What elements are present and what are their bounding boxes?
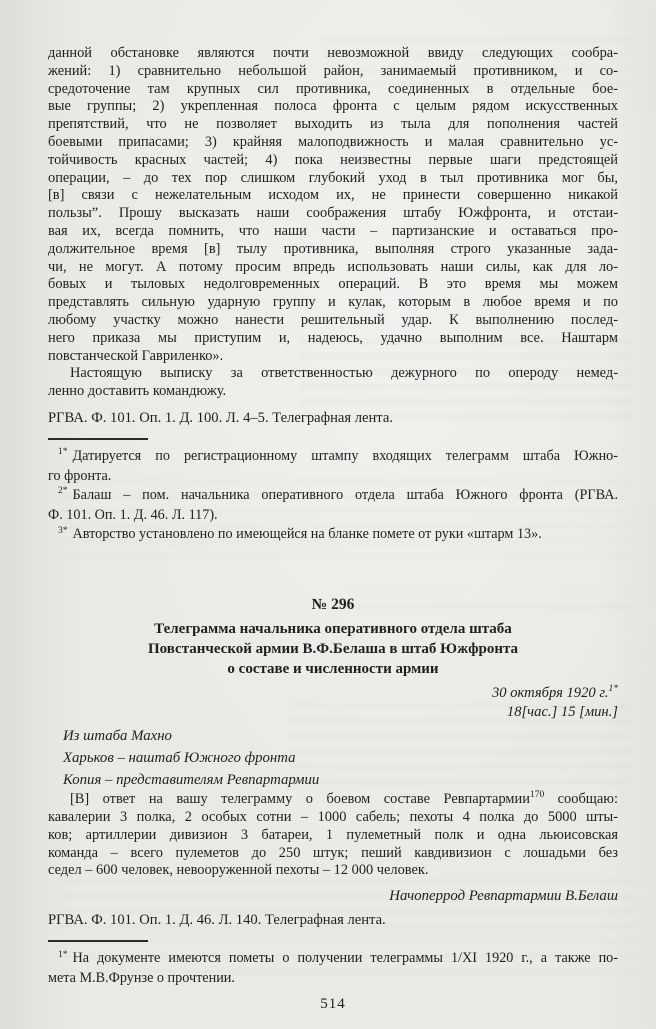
address-line: Харьков – наштаб Южного фронта	[63, 749, 296, 766]
footnote-marker: 3*	[58, 525, 68, 536]
text-line: пользы”. Прошу высказать наши соображения штабу Южфронта, и отстаи-	[48, 205, 618, 222]
footnote	[48, 447, 618, 486]
footnotes-block	[48, 447, 618, 545]
delivery-note-paragraph	[48, 365, 618, 401]
footnote-line: мета М.В.Фрунзе о прочтении.	[48, 969, 235, 986]
text-line: [в] связи с нежелательным исходом их, не принести совершенно никакой	[48, 187, 618, 204]
document-title	[48, 619, 618, 679]
continued-document-paragraph	[48, 45, 618, 365]
text-column	[48, 45, 618, 1013]
address-line: Из штаба Махно	[63, 727, 172, 744]
footnote-line	[48, 486, 618, 506]
footnote-line	[48, 447, 618, 467]
text-line: него приказа мы приступим и, надеюсь, удачно выполним все. Наштарм	[48, 329, 618, 346]
text-line: боевыми припасами; 3) крайняя малоподвижность и малая сравнительно ус-	[48, 133, 618, 150]
text-line: вая их, всегда помнить, что наши части – партизанские и оставаться про-	[48, 222, 618, 239]
text-line: представлять сильную ударную группу и кулак, которым в любое время и по	[48, 294, 618, 311]
archival-reference: РГВА. Ф. 101. Оп. 1. Д. 46. Л. 140. Телеграфная лента.	[48, 912, 386, 929]
footnote-text: Балаш – пом. начальника оперативного отдела штаба Южного фронта (РГВА.	[72, 487, 618, 504]
footnote-line	[48, 949, 618, 969]
footnote	[48, 486, 618, 525]
dateline	[48, 684, 618, 723]
text-line: повстанческой Гавриленко».	[48, 347, 224, 364]
footnote-marker: 1*	[58, 949, 68, 960]
text-line: ленно доставить командюжу.	[48, 383, 227, 400]
text-line: команда – всего пулеметов до 250 штук; пеший кавдивизион с лошадьми без	[48, 844, 618, 861]
title-line: о составе и численности армии	[227, 660, 439, 677]
footnote-separator	[48, 438, 148, 440]
text-line: Настоящую выписку за ответственностью дежурного по опероду немед-	[70, 365, 618, 382]
text-line: препятствий, что не позволяет выходить из тыла для пополнения частей	[48, 116, 618, 133]
text-line: средоточение там крупных сил противника, соединенных в отдельные бое-	[48, 80, 618, 97]
footnote-marker: 2*	[58, 486, 68, 497]
document-time: 18[час.] 15 [мин.]	[506, 704, 618, 721]
telegram-body-paragraph	[48, 791, 618, 880]
endnote-marker: 170	[529, 790, 545, 801]
text-line: любому участку можно нанести решительный удар. К выполнению послед-	[48, 311, 618, 328]
text-line: чи, не могут. А потому просим впредь использовать наши силы, как для ло-	[48, 258, 618, 275]
footnote-text: Датируется по регистрационному штампу входящих телеграмм штаба Южно-	[72, 447, 618, 464]
text-line: [В] ответ на вашу телеграмму о боевом составе Ревпартармии$^{170}$ сообщаю:	[70, 790, 618, 808]
document-number: № 296	[311, 595, 355, 613]
footnote	[48, 949, 618, 988]
title-line: Телеграмма начальника оперативного отдела штаба	[154, 620, 512, 637]
text-line: тойчивость красных частей; 4) пока неизвестны первые шаги предстоящей	[48, 151, 618, 168]
text-line: операции, – до тех пор слишком глубокий уход в тыл противника мог бы,	[48, 169, 618, 186]
title-line: Повстанческой армии В.Ф.Белаша в штаб Южфронта	[147, 640, 519, 657]
signature-line: Начоперрод Ревпартармии В.Белаш	[389, 888, 618, 905]
footnote-text: На документе имеются пометы о получении телеграммы 1/XI 1920 г., а также по-	[72, 950, 618, 967]
footnote-line: го фронта.	[48, 467, 112, 484]
text-line: седел – 600 человек, невооруженной пехоты – 12 000 человек.	[48, 862, 429, 879]
document-296	[48, 595, 618, 989]
footnote-separator	[48, 940, 148, 942]
address-line: Копия – представителям Ревпартармии	[63, 771, 320, 788]
footnotes-block	[48, 949, 618, 988]
telegram-address-block	[63, 726, 618, 791]
text-line: бовых и тыловых недолговременных операций. В это время мы можем	[48, 276, 618, 293]
text-line: ков; артиллерии дивизион 3 батареи, 1 пулеметный полк и одна льюисовская	[48, 826, 618, 843]
text-line: вые группы; 2) укрепленная полоса фронта с целым рядом искусственных	[48, 98, 618, 115]
archival-reference: РГВА. Ф. 101. Оп. 1. Д. 100. Л. 4–5. Телеграфная лента.	[48, 409, 393, 426]
footnote-marker: 1*	[608, 684, 618, 695]
text-line: должительное время [в] тылу противника, выполняя строго указанные зада-	[48, 240, 618, 257]
footnote-text: Авторство установлено по имеющейся на бланке помете от руки «штарм 13».	[72, 526, 542, 543]
text-line: данной обстановке являются почти невозможной ввиду следующих сообра-	[48, 45, 618, 61]
footnote-line: Ф. 101. Оп. 1. Д. 46. Л. 117).	[48, 506, 218, 523]
footnote-marker: 1*	[58, 447, 68, 458]
text-line: жений: 1) сравнительно небольшой район, занимаемый противником, и со-	[48, 62, 618, 79]
document-date: 30 октября 1920 г.$^{1*}$	[491, 684, 618, 701]
footnote	[48, 525, 618, 545]
page-number: 514	[320, 996, 346, 1013]
text-line: кавалерии 3 полка, 2 особых сотни – 1000 сабель; пехоты 4 полка до 5000 шты-	[48, 809, 618, 826]
footnote-line	[48, 525, 618, 545]
